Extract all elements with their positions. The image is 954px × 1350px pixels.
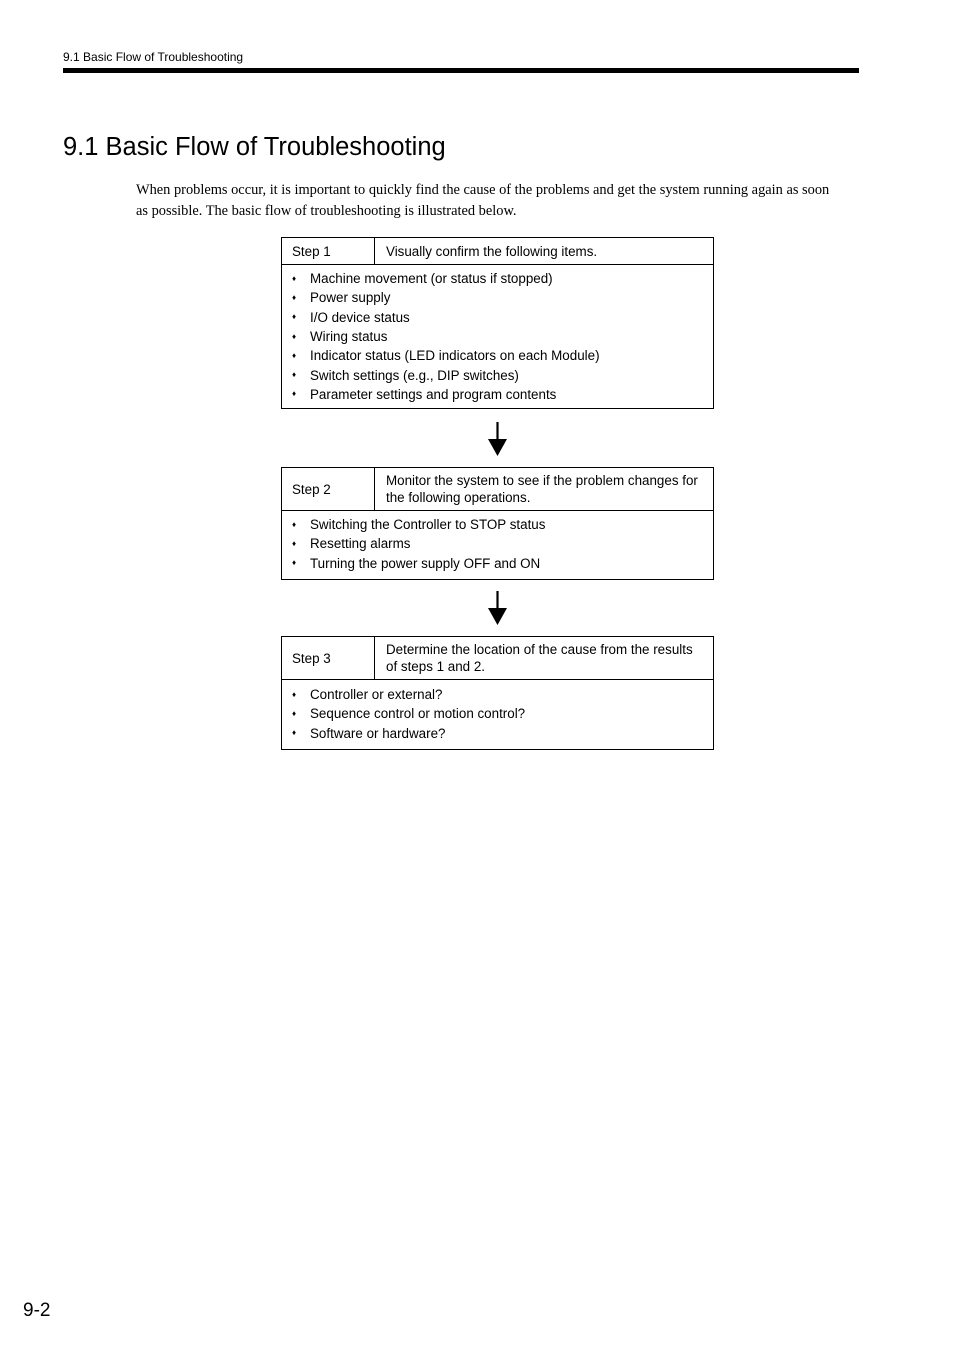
- step-2-label: Step 2: [282, 468, 375, 510]
- diamond-bullet-icon: ♦: [292, 370, 297, 380]
- step-2-header: [282, 468, 713, 511]
- step-3-header: [282, 637, 713, 680]
- diamond-bullet-icon: ♦: [292, 558, 297, 568]
- list-item-text: Power supply: [310, 290, 391, 306]
- list-item-text: Parameter settings and program contents: [310, 386, 557, 402]
- list-item-text: Indicator status (LED indicators on each Module): [310, 348, 600, 364]
- diamond-bullet-icon: ♦: [292, 331, 297, 341]
- step-2-checklist: [282, 511, 713, 579]
- step-1-header: [282, 238, 713, 265]
- list-item: [292, 288, 713, 307]
- diamond-bullet-icon: ♦: [292, 389, 297, 399]
- list-item: [292, 724, 713, 743]
- diamond-bullet-icon: ♦: [292, 728, 297, 738]
- step-1-description: Visually confirm the following items.: [386, 243, 598, 259]
- diamond-bullet-icon: ♦: [292, 519, 297, 529]
- step-1-checklist: [282, 265, 713, 408]
- step-2-description: Monitor the system to see if the problem changes for the following operations.: [386, 473, 698, 505]
- list-item: [292, 346, 713, 365]
- diamond-bullet-icon: ♦: [292, 350, 297, 360]
- list-item-text: Controller or external?: [310, 687, 443, 703]
- step-3-description: Determine the location of the cause from the results of steps 1 and 2.: [386, 642, 693, 674]
- running-header: 9.1 Basic Flow of Troubleshooting: [63, 50, 244, 64]
- list-item: [292, 685, 713, 704]
- step-1-box: [281, 237, 714, 409]
- down-arrow-icon: [487, 422, 508, 456]
- intro-paragraph: When problems occur, it is important to quickly find the cause of the problems and get the system running again as soon as possible. The basic flow of troubleshooting is illustrated below.: [136, 182, 830, 219]
- step-1-label: Step 1: [282, 238, 375, 264]
- header-rule: [63, 68, 859, 73]
- section-title: 9.1 Basic Flow of Troubleshooting: [63, 133, 446, 161]
- page-number: 9-2: [23, 1300, 51, 1321]
- diamond-bullet-icon: ♦: [292, 273, 297, 283]
- step-3-label: Step 3: [282, 637, 375, 679]
- list-item: [292, 365, 713, 384]
- step-3-box: [281, 636, 714, 750]
- list-item: [292, 704, 713, 723]
- list-item-text: Software or hardware?: [310, 725, 446, 741]
- list-item-text: Turning the power supply OFF and ON: [310, 555, 541, 571]
- diamond-bullet-icon: ♦: [292, 292, 297, 302]
- diamond-bullet-icon: ♦: [292, 708, 297, 718]
- diamond-bullet-icon: ♦: [292, 312, 297, 322]
- list-item: [292, 534, 713, 553]
- list-item-text: Sequence control or motion control?: [310, 706, 526, 722]
- diamond-bullet-icon: ♦: [292, 538, 297, 548]
- list-item-text: Resetting alarms: [310, 536, 411, 552]
- list-item-text: I/O device status: [310, 309, 410, 325]
- list-item: [292, 385, 713, 404]
- list-item: [292, 554, 713, 573]
- list-item: [292, 269, 713, 288]
- step-2-box: [281, 467, 714, 580]
- step-3-checklist: [282, 680, 713, 749]
- list-item-text: Switching the Controller to STOP status: [310, 517, 546, 533]
- diamond-bullet-icon: ♦: [292, 689, 297, 699]
- list-item-text: Machine movement (or status if stopped): [310, 271, 553, 287]
- list-item-text: Wiring status: [310, 329, 388, 345]
- list-item: [292, 308, 713, 327]
- list-item: [292, 515, 713, 534]
- list-item: [292, 327, 713, 346]
- down-arrow-icon: [487, 591, 508, 625]
- list-item-text: Switch settings (e.g., DIP switches): [310, 367, 519, 383]
